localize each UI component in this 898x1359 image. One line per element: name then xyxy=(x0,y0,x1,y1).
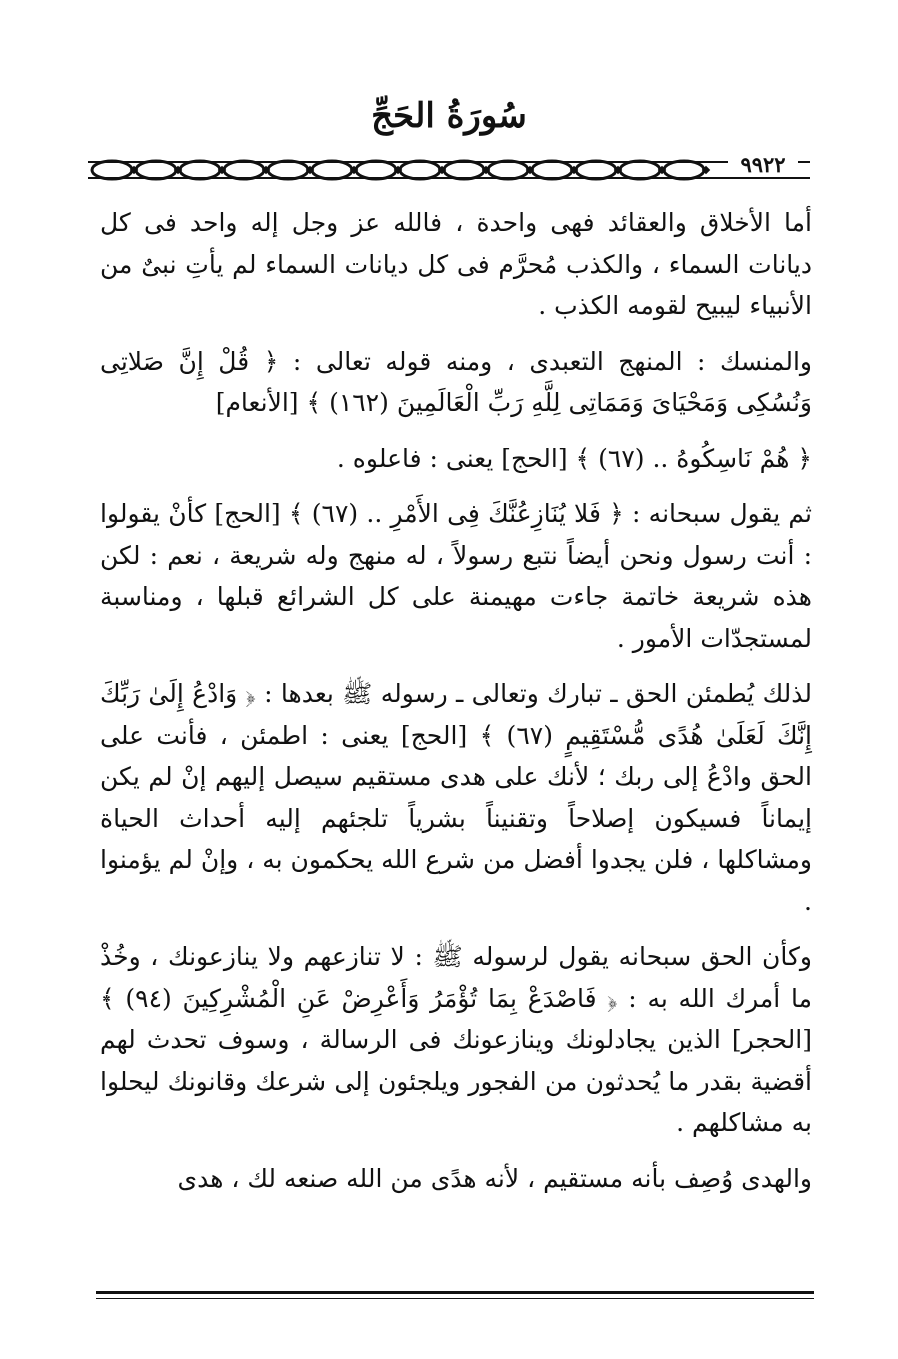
chain-link xyxy=(620,161,660,179)
chain-link xyxy=(400,161,440,179)
chain-link xyxy=(356,161,396,179)
chain-link xyxy=(664,161,704,179)
surah-title: سُورَةُ الحَجِّ xyxy=(371,96,527,136)
paragraph: أما الأخلاق والعقائد فهى واحدة ، فالله عز وجل إله واحد فى كل ديانات السماء ، والكذب مُحرَّم فى كل ديانات السماء لم يأتِ نبىٌ من الأنبياء ليبيح لقومه الكذب . xyxy=(100,208,812,320)
chain-link xyxy=(312,161,352,179)
paragraph: والمنسك : المنهج التعبدى ، ومنه قوله تعالى : ﴿ قُلْ إِنَّ صَلاتِى وَنُسُكِى وَمَحْيَاىَ وَمَمَاتِى لِلَّهِ رَبِّ الْعَالَمِينَ (١٦٢) ﴾ [الأنعام] xyxy=(100,346,812,417)
chain-link xyxy=(180,161,220,179)
page-number: ٩٩٢٢ xyxy=(728,152,798,177)
chain-link xyxy=(136,161,176,179)
chain-link xyxy=(532,161,572,179)
chain-link xyxy=(224,161,264,179)
chain-link xyxy=(488,161,528,179)
ornamental-header-band xyxy=(88,150,810,190)
chain-link xyxy=(444,161,484,179)
footer-rule xyxy=(96,1291,814,1299)
chain-link xyxy=(576,161,616,179)
chain-link xyxy=(92,161,132,179)
paragraph: ثم يقول سبحانه : ﴿ فَلا يُنَازِعُنَّكَ فِى الأَمْرِ .. (٦٧) ﴾ [الحج] كأنْ يقولوا : أنت رسول ونحن أيضاً نتبع رسولاً ، له منهج وله شريعة ، نعم : لكن هذه شريعة خاتمة جاءت مهيمنة على كل الشرائع قبلها ، ومناسبة لمستجدّات الأمور . xyxy=(100,499,812,653)
paragraph: والهدى وُصِف بأنه مستقيم ، لأنه هدًى من الله صنعه لك ، هدى xyxy=(177,1163,812,1193)
paragraph: ﴿ هُمْ نَاسِكُوهُ .. (٦٧) ﴾ [الحج] يعنى : فاعلوه . xyxy=(336,443,812,473)
chain-link xyxy=(268,161,308,179)
paragraph: وكأن الحق سبحانه يقول لرسوله ﷺ : لا تنازعهم ولا ينازعونك ، وخُذْ ما أمرك الله به : ﴿ فَاصْدَعْ بِمَا تُؤْمَرُ وَأَعْرِضْ عَنِ الْمُشْرِكِينَ (٩٤) ﴾ [الحجر] الذين يجادلونك وينازعونك فى الرسالة ، وسوف تحدث لهم أقضية بقدر ما يُحدثون من الفجور ويلجئون إلى شرعك وقانونك ليحلوا به مشاكلهم . xyxy=(100,942,813,1137)
body-text xyxy=(100,202,812,1213)
paragraph: لذلك يُطمئن الحق ـ تبارك وتعالى ـ رسوله ﷺ بعدها : ﴿ وَادْعُ إِلَىٰ رَبِّكَ إِنَّكَ لَعَلَىٰ هُدًى مُّسْتَقِيمٍ (٦٧) ﴾ [الحج] يعنى : اطمئن ، فأنت على الحق وادْعُ إلى ربك ؛ لأنك على هدى مستقيم سيصل إليهم إنْ لم يكن إيماناً فسيكون إصلاحاً وتقنيناً بشرياً تلجئهم إليه أحداث الحياة ومشاكلها ، فلن يجدوا أفضل من شرع الله يحكمون به ، وإنْ لم يؤمنوا . xyxy=(100,679,812,916)
